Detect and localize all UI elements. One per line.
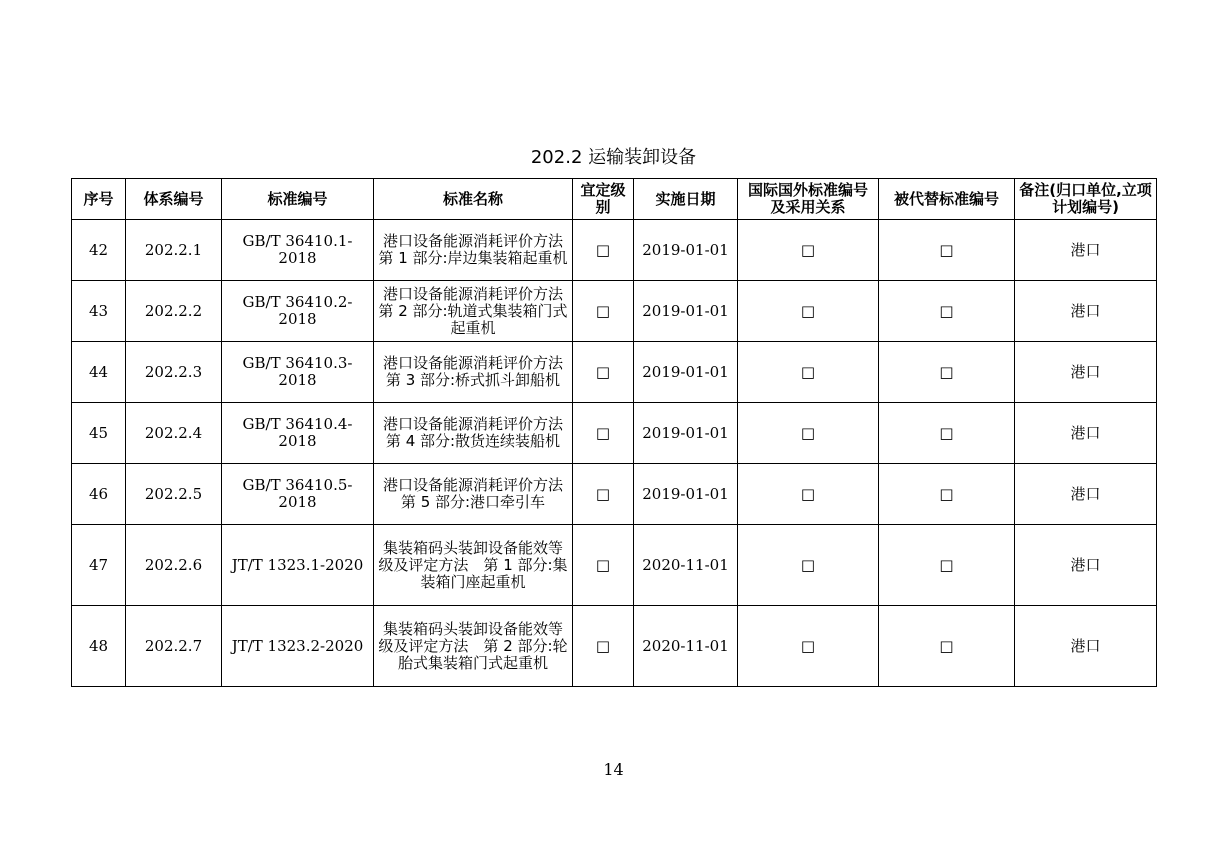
cell-level: □ xyxy=(573,220,634,281)
cell-date: 2019-01-01 xyxy=(634,220,738,281)
header-std-no: 标准编号 xyxy=(222,179,374,220)
table-row xyxy=(72,606,1157,687)
cell-remarks: 港口 xyxy=(1015,525,1157,606)
cell-std-name: 港口设备能源消耗评价方法 第 4 部分:散货连续装船机 xyxy=(374,403,573,464)
cell-std-no: JT/T 1323.1-2020 xyxy=(222,525,374,606)
cell-seq: 45 xyxy=(72,403,126,464)
cell-system-no: 202.2.4 xyxy=(126,403,222,464)
cell-system-no: 202.2.6 xyxy=(126,525,222,606)
header-row xyxy=(72,179,1157,220)
cell-replaced: □ xyxy=(879,281,1015,342)
standards-table xyxy=(71,178,1157,687)
cell-date: 2019-01-01 xyxy=(634,342,738,403)
cell-date: 2019-01-01 xyxy=(634,403,738,464)
cell-std-no: JT/T 1323.2-2020 xyxy=(222,606,374,687)
cell-std-no: GB/T 36410.2-2018 xyxy=(222,281,374,342)
section-title: 202.2 运输装卸设备 xyxy=(530,147,697,168)
header-replaced: 被代替标准编号 xyxy=(879,179,1015,220)
cell-remarks: 港口 xyxy=(1015,464,1157,525)
table-row xyxy=(72,281,1157,342)
cell-date: 2020-11-01 xyxy=(634,525,738,606)
cell-std-name: 港口设备能源消耗评价方法 第 1 部分:岸边集装箱起重机 xyxy=(374,220,573,281)
cell-intl: □ xyxy=(738,281,879,342)
cell-remarks: 港口 xyxy=(1015,281,1157,342)
cell-date: 2020-11-01 xyxy=(634,606,738,687)
cell-std-name: 港口设备能源消耗评价方法 第 2 部分:轨道式集装箱门式起重机 xyxy=(374,281,573,342)
cell-std-no: GB/T 36410.5-2018 xyxy=(222,464,374,525)
cell-std-no: GB/T 36410.4-2018 xyxy=(222,403,374,464)
cell-system-no: 202.2.2 xyxy=(126,281,222,342)
cell-std-name: 集装箱码头装卸设备能效等级及评定方法 第 2 部分:轮胎式集装箱门式起重机 xyxy=(374,606,573,687)
cell-replaced: □ xyxy=(879,220,1015,281)
cell-level: □ xyxy=(573,606,634,687)
cell-level: □ xyxy=(573,342,634,403)
cell-level: □ xyxy=(573,525,634,606)
cell-remarks: 港口 xyxy=(1015,606,1157,687)
table-row xyxy=(72,464,1157,525)
table-row xyxy=(72,220,1157,281)
cell-intl: □ xyxy=(738,342,879,403)
header-intl: 国际国外标准编号及采用关系 xyxy=(738,179,879,220)
cell-intl: □ xyxy=(738,525,879,606)
cell-remarks: 港口 xyxy=(1015,342,1157,403)
cell-system-no: 202.2.1 xyxy=(126,220,222,281)
cell-seq: 47 xyxy=(72,525,126,606)
cell-replaced: □ xyxy=(879,342,1015,403)
cell-std-name: 港口设备能源消耗评价方法 第 5 部分:港口牵引车 xyxy=(374,464,573,525)
cell-remarks: 港口 xyxy=(1015,403,1157,464)
cell-system-no: 202.2.7 xyxy=(126,606,222,687)
cell-date: 2019-01-01 xyxy=(634,464,738,525)
cell-level: □ xyxy=(573,464,634,525)
cell-std-name: 港口设备能源消耗评价方法 第 3 部分:桥式抓斗卸船机 xyxy=(374,342,573,403)
cell-seq: 44 xyxy=(72,342,126,403)
cell-replaced: □ xyxy=(879,525,1015,606)
cell-intl: □ xyxy=(738,220,879,281)
cell-system-no: 202.2.3 xyxy=(126,342,222,403)
cell-replaced: □ xyxy=(879,464,1015,525)
table-row xyxy=(72,525,1157,606)
cell-std-name: 集装箱码头装卸设备能效等级及评定方法 第 1 部分:集装箱门座起重机 xyxy=(374,525,573,606)
cell-intl: □ xyxy=(738,606,879,687)
cell-system-no: 202.2.5 xyxy=(126,464,222,525)
cell-seq: 48 xyxy=(72,606,126,687)
cell-std-no: GB/T 36410.3-2018 xyxy=(222,342,374,403)
cell-intl: □ xyxy=(738,403,879,464)
header-seq: 序号 xyxy=(72,179,126,220)
cell-remarks: 港口 xyxy=(1015,220,1157,281)
cell-level: □ xyxy=(573,403,634,464)
cell-seq: 43 xyxy=(72,281,126,342)
header-level: 宜定级别 xyxy=(573,179,634,220)
cell-seq: 42 xyxy=(72,220,126,281)
header-system-no: 体系编号 xyxy=(126,179,222,220)
cell-replaced: □ xyxy=(879,606,1015,687)
cell-replaced: □ xyxy=(879,403,1015,464)
table-row xyxy=(72,342,1157,403)
page-number: 14 xyxy=(603,760,624,779)
header-std-name: 标准名称 xyxy=(374,179,573,220)
cell-level: □ xyxy=(573,281,634,342)
cell-seq: 46 xyxy=(72,464,126,525)
cell-date: 2019-01-01 xyxy=(634,281,738,342)
header-remarks: 备注(归口单位,立项计划编号) xyxy=(1015,179,1157,220)
cell-intl: □ xyxy=(738,464,879,525)
cell-std-no: GB/T 36410.1-2018 xyxy=(222,220,374,281)
table-row xyxy=(72,403,1157,464)
header-date: 实施日期 xyxy=(634,179,738,220)
